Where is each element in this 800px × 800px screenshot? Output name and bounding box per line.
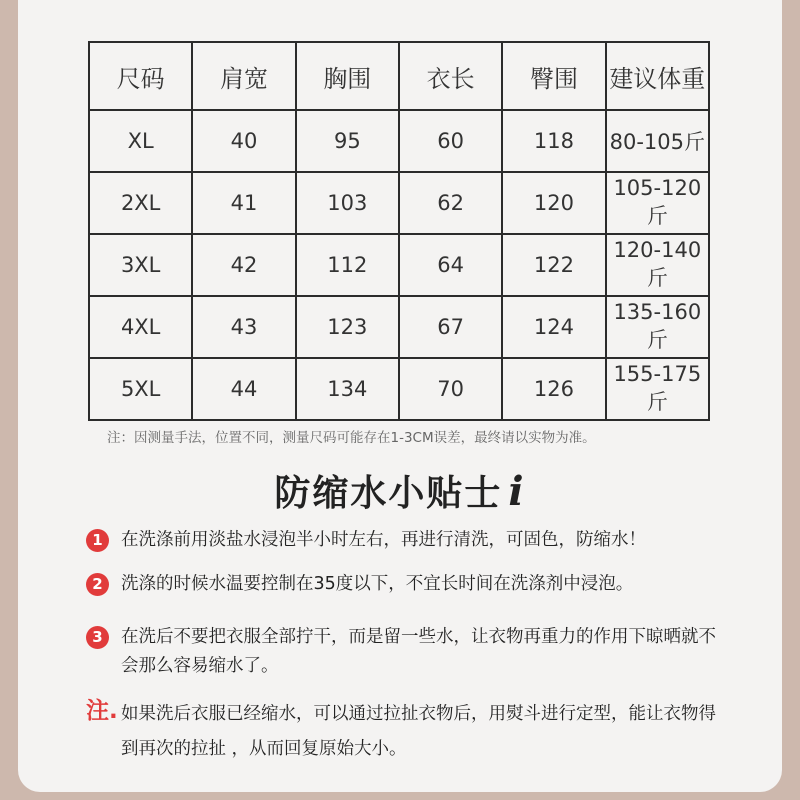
table-cell: 64 [399, 234, 502, 296]
table-cell: 42 [192, 234, 295, 296]
tip-item-3 [86, 623, 716, 681]
table-cell: 3XL [89, 234, 192, 296]
tip-item-1 [86, 526, 726, 555]
table-cell: 60 [399, 110, 502, 172]
header-cell: 胸围 [296, 42, 399, 110]
table-cell: 44 [192, 358, 295, 420]
header-cell: 臀围 [502, 42, 605, 110]
table-row [89, 110, 709, 172]
table-cell: 103 [296, 172, 399, 234]
table-cell: 70 [399, 358, 502, 420]
table-cell: 126 [502, 358, 605, 420]
table-row [89, 234, 709, 296]
footnote-label: 注. [86, 698, 118, 724]
table-cell: 62 [399, 172, 502, 234]
table-cell: 134 [296, 358, 399, 420]
number-badge-icon: 2 [86, 573, 109, 596]
tip-text: 洗涤的时候水温要控制在35度以下，不宜长时间在洗涤剂中浸泡。 [121, 574, 634, 594]
table-cell: 43 [192, 296, 295, 358]
header-cell: 建议体重 [606, 42, 709, 110]
table-cell: 155-175斤 [606, 358, 709, 420]
info-icon: i [508, 468, 526, 515]
table-cell: 95 [296, 110, 399, 172]
header-cell: 尺码 [89, 42, 192, 110]
table-cell: 122 [502, 234, 605, 296]
table-cell: 123 [296, 296, 399, 358]
header-cell: 衣长 [399, 42, 502, 110]
table-cell: 40 [192, 110, 295, 172]
table-cell: 124 [502, 296, 605, 358]
table-cell: 105-120斤 [606, 172, 709, 234]
table-cell: 5XL [89, 358, 192, 420]
footnote [86, 697, 718, 767]
table-cell: 120 [502, 172, 605, 234]
tip-item-2 [86, 570, 726, 599]
table-cell: 80-105斤 [606, 110, 709, 172]
table-cell: 118 [502, 110, 605, 172]
table-row [89, 358, 709, 420]
table-cell: XL [89, 110, 192, 172]
footnote-text: 如果洗后衣服已经缩水，可以通过拉扯衣物后，用熨斗进行定型，能让衣物得到再次的拉扯 ，从而回复原始大小。 [121, 704, 716, 759]
tip-text: 在洗涤前用淡盐水浸泡半小时左右，再进行清洗，可固色，防缩水！ [121, 530, 646, 550]
tips-title [0, 465, 800, 516]
measurement-note: 注：因测量手法，位置不同，测量尺码可能存在1-3CM误差，最终请以实物为准。 [107, 430, 596, 446]
table-cell: 41 [192, 172, 295, 234]
table-row [89, 172, 709, 234]
number-badge-icon: 1 [86, 529, 109, 552]
number-badge-icon: 3 [86, 626, 109, 649]
table-cell: 120-140斤 [606, 234, 709, 296]
table-cell: 67 [399, 296, 502, 358]
tips-title-text: 防缩水小贴士 [274, 473, 503, 514]
table-row [89, 296, 709, 358]
table-header-row [89, 42, 709, 110]
table-cell: 4XL [89, 296, 192, 358]
table-cell: 135-160斤 [606, 296, 709, 358]
size-chart-table [88, 41, 710, 421]
header-cell: 肩宽 [192, 42, 295, 110]
tip-text: 在洗后不要把衣服全部拧干，而是留一些水，让衣物再重力的作用下晾晒就不会那么容易缩水了。 [121, 627, 716, 676]
table-cell: 112 [296, 234, 399, 296]
table-cell: 2XL [89, 172, 192, 234]
